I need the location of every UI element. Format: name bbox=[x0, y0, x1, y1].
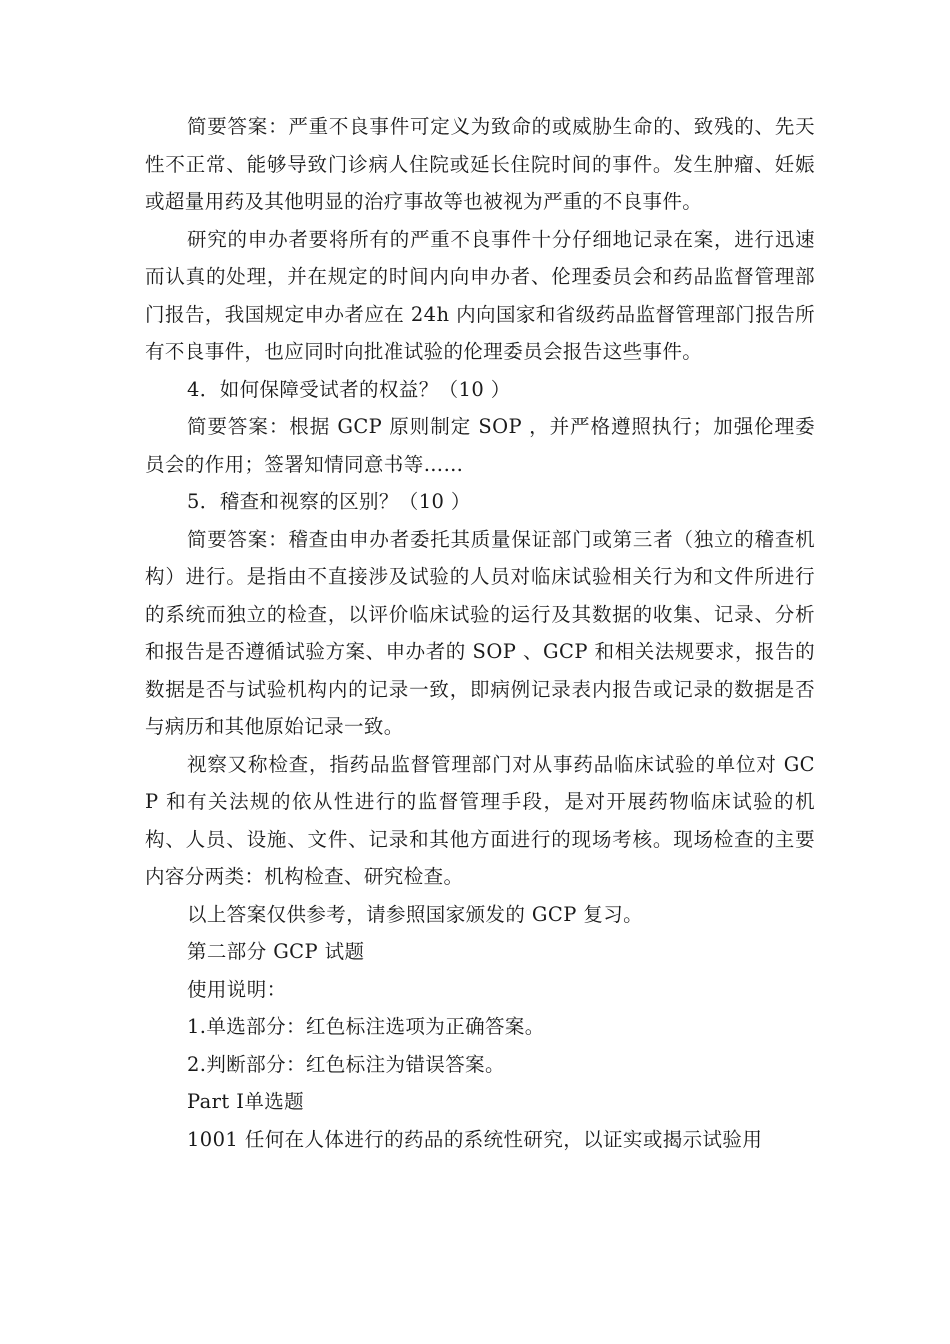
question-1001: 1001 任何在人体进行的药品的系统性研究，以证实或揭示试验用 bbox=[187, 1127, 763, 1151]
document-body bbox=[145, 108, 815, 1158]
usage-item-1: 1.单选部分：红色标注选项为正确答案。 bbox=[187, 1015, 545, 1038]
question-5: 5．稽查和视察的区别？（10 ） bbox=[187, 490, 471, 513]
reference-note: 以上答案仅供参考，请参照国家颁发的 GCP 复习。 bbox=[187, 902, 644, 926]
part-two-title: 第二部分 GCP 试题 bbox=[187, 940, 365, 963]
answer-3-definition: 简要答案：严重不良事件可定义为致命的或威胁生命的、致残的、先天性不正常、能够导致门诊病人住院或延长住院时间的事件。发生肿瘤、妊娠或超量用药及其他明显的治疗事故等也被视为严重的不良事件。 bbox=[145, 115, 815, 213]
answer-4: 简要答案：根据 GCP 原则制定 SOP ，并严格遵照执行；加强伦理委员会的作用；签署知情同意书等…… bbox=[145, 415, 815, 476]
answer-5-audit: 简要答案：稽查由申办者委托其质量保证部门或第三者（独立的稽查机构）进行。是指由不直接涉及试验的人员对临床试验相关行为和文件所进行的系统而独立的检查，以评价临床试验的运行及其数据的收集、记录、分析和报告是否遵循试验方案、申办者的 SOP 、GCP 和相关法规要求，报告的数据是否与试验机构内的记录一致，即病例记录表内报告或记录的数据是否与病历和其他原始记录一致。 bbox=[145, 527, 815, 738]
question-4: 4．如何保障受试者的权益？（10 ） bbox=[187, 377, 511, 401]
answer-3-reporting: 研究的申办者要将所有的严重不良事件十分仔细地记录在案，进行迅速而认真的处理，并在规定的时间内向申办者、伦理委员会和药品监督管理部门报告，我国规定申办者应在 24h 内向国家和省级药品监督管理部门报告所有不良事件，也应同时向批准试验的伦理委员会报告这些事件。 bbox=[145, 227, 815, 363]
usage-item-2: 2.判断部分：红色标注为错误答案。 bbox=[187, 1052, 505, 1076]
part-one-heading: Part Ⅰ单选题 bbox=[187, 1090, 305, 1113]
usage-heading: 使用说明： bbox=[187, 977, 287, 1001]
answer-5-inspection: 视察又称检查，指药品监督管理部门对从事药品临床试验的单位对 GCP 和有关法规的依从性进行的监督管理手段，是对开展药物临床试验的机构、人员、设施、文件、记录和其他方面进行的现场考核。现场检查的主要内容分两类：机构检查、研究检查。 bbox=[145, 752, 815, 888]
